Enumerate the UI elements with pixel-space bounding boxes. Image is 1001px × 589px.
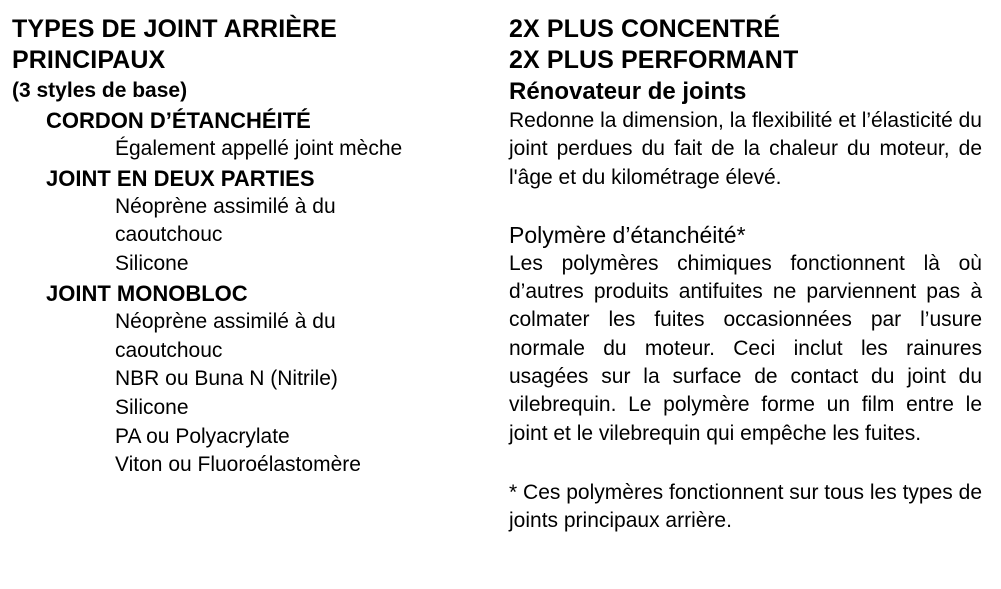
right-heading-line2: 2X PLUS PERFORMANT [509,46,799,74]
category-item: NBR ou Buna N (Nitrile) [115,367,338,391]
left-heading-line2: PRINCIPAUX [12,46,166,74]
category-item: Silicone [115,252,189,276]
category-title-deux-parties: JOINT EN DEUX PARTIES [46,165,315,191]
category-title-monobloc: JOINT MONOBLOC [46,280,248,306]
section-body: Les polymères chimiques fonctionnent là où d’autres produits antifuites ne parviennent pas à colmater les fuites occasionnées par l’usure normale du moteur. Ceci inclut les rainures usagées sur la surface de contact du joint du vilebrequin. Le polymère forme un film entre le joint et le vilebrequin qui empêche les fuites. [509,251,982,445]
right-column [509,14,982,536]
category-item: Néoprène assimilé à du caoutchouc [115,309,336,362]
section-title: Polymère d’étanchéité* [509,221,746,248]
left-subheading: (3 styles de base) [12,79,188,102]
category-item: Également appellé joint mèche [115,137,403,160]
footnote: * Ces polymères fonctionnent sur tous les types de joints principaux arrière. [509,480,982,533]
category-title-cordon: CORDON D’ÉTANCHÉITÉ [46,108,311,133]
left-column [12,14,482,480]
category-item: Silicone [115,395,189,419]
category-item: PA ou Polyacrylate [115,424,290,448]
left-heading-line1: TYPES DE JOINT ARRIÈRE [12,15,337,43]
right-subheading: Rénovateur de joints [509,78,747,105]
right-heading-line1: 2X PLUS CONCENTRÉ [509,15,781,43]
category-item: Viton ou Fluoroélastomère [115,453,361,477]
intro-paragraph: Redonne la dimension, la flexibilité et l’élasticité du joint perdues du fait de la chaleur du moteur, de l'âge et du kilométrage élevé. [509,109,982,189]
category-item: Néoprène assimilé à du caoutchouc [115,194,336,247]
